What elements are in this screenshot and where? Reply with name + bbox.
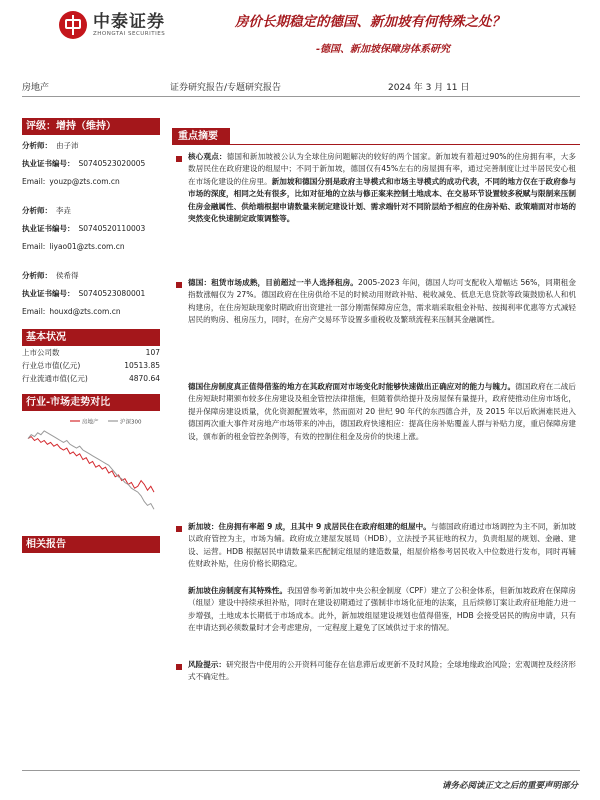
paragraph-lead: 德国：租赁市场成熟，目前超过一半人选择租房。 xyxy=(188,278,359,287)
paragraph-text: 2005-2023 年间，德国人均可支配收入增幅达 56%，同期租金指数涨幅仅为 27%。德国政府在住房供给不足的时候动用财政补贴、税收减免、低息无息贷款等政策鼓励私人和机构建房，在住房短缺现象时期政府出资建社一部分刚需保障房应急，需求端采取租金补贴、按揭利率优惠等方式减轻居民的购房、租房压力，同时，在房产交易环节设置多重税收及繁琐流程来压制其金融属性。 xyxy=(188,278,576,325)
license-label: 执业证书编号： xyxy=(22,224,75,233)
header-divider xyxy=(22,96,580,97)
bullet-icon xyxy=(176,282,182,288)
analyst-block xyxy=(22,202,162,256)
chart-legend xyxy=(70,418,142,426)
bullet-icon xyxy=(176,156,182,162)
analyst-name-label: 分析师： xyxy=(22,271,52,280)
paragraph-lead: 新加坡：住房拥有率超 9 成，且其中 9 成居民住在政府组建的组屋中。 xyxy=(188,522,431,531)
basic-status-table xyxy=(22,346,160,385)
zhongtai-logo-icon xyxy=(58,10,88,40)
report-info-row xyxy=(0,80,600,96)
bullet-icon xyxy=(176,664,182,670)
rating-banner: 评级：增持（维持） xyxy=(22,118,160,135)
license-number: S0740523080001 xyxy=(78,289,146,298)
analyst-name: 李垚 xyxy=(56,206,71,215)
paragraph-lead: 核心观点： xyxy=(188,152,227,161)
basic-row-value: 4870.64 xyxy=(128,374,160,383)
trend-banner: 行业-市场走势对比 xyxy=(22,394,160,411)
risk-warning-paragraph xyxy=(188,659,576,684)
report-type-label: 证券研究报告/专题研究报告 xyxy=(170,83,282,93)
footer-divider xyxy=(22,770,580,771)
analyst-block xyxy=(22,137,162,191)
paragraph-text: 德国政府在二战后住房短缺时期颁布较多住房建设及租金管控法律措施，但随着供给提升及房屋保有量提升，政府使推动住房市场化，提升保障房建设质量，优化资源配置效率，然而面对 20 世纪 90 年代的东西德合并，及 2015 年以后欧洲难民进入德国两次重大事件对房地产市场带来的冲击，德国政府快速相应：提高住房补贴覆盖人群与补贴力度，重启保障房建设，颁布新的租金管控条例等，有效的控制住租金及房价的快速上涨。 xyxy=(188,382,577,441)
analyst-email[interactable]: youzp@zts.com.cn xyxy=(49,177,120,186)
focus-summary-title: 重点摘要 xyxy=(172,128,230,145)
paragraph-text: 研究报告中使用的公开资料可能存在信息滞后或更新不及时风险；全球地缘政治风险；宏观调控及经济形式不确定性。 xyxy=(188,660,577,682)
industry-market-trend-chart xyxy=(22,413,160,520)
report-subtitle: -德国、新加坡保障房体系研究 xyxy=(315,44,450,55)
paragraph-lead: 新加坡住房制度有其特殊性。 xyxy=(188,586,288,595)
email-label: Email: xyxy=(22,307,46,316)
paragraph-lead: 德国住房制度真正值得借鉴的地方在其政府面对市场变化时能够快速做出正确应对的能力与魄力。 xyxy=(188,382,516,391)
related-reports-banner: 相关报告 xyxy=(22,536,160,553)
basic-row-value: 10513.85 xyxy=(124,361,160,370)
basic-status-banner: 基本状况 xyxy=(22,329,160,346)
report-date: 2024 年 3 月 11 日 xyxy=(388,83,470,93)
email-label: Email: xyxy=(22,242,46,251)
germany-rental-paragraph xyxy=(188,277,576,327)
basic-row xyxy=(22,372,160,385)
paragraph-text: 与德国政府通过市场调控为主不同，新加坡以政府管控为主，市场为辅。政府成立建屋发展局（HDB），立法授予其征地的权力，负责组屋的规划、金融、建设、运营。HDB 根据居民申请数量来匹配制定组屋的建造数量，组屋价格参考居民收入中位数进行发布，同时再辅佐财政补贴，住房价格长期稳定。 xyxy=(188,522,577,569)
singapore-ownership-paragraph xyxy=(188,521,576,571)
focus-summary-rule xyxy=(172,144,580,145)
legend-label-realestate: 房地产 xyxy=(82,419,99,426)
disclaimer-note: 请务必阅读正文之后的重要声明部分 xyxy=(441,781,578,791)
paragraph-bold-tail: 新加坡和德国分别是政府主导模式和市场主导模式的成功代表，不同的地方仅在于政府参与市场的深度，相同之处有很多，比如对征地的立法与修正案来控制土地成本、在交易环节设置较多税赋与限制来压制住房金融属性、供给端根据申请数量来制定建设计划、需求端针对不同阶层给予相应的住房补贴、政策端面对市场的突然变化快速制定政策调整等。 xyxy=(188,176,577,224)
chart-series-group xyxy=(28,431,154,509)
series-line-csi300 xyxy=(28,431,154,509)
germany-policy-paragraph xyxy=(188,381,576,443)
analyst-name: 侯希得 xyxy=(56,271,79,280)
analyst-block xyxy=(22,267,162,321)
license-number: S0740523020005 xyxy=(78,159,146,168)
logo-english-name: ZHONGTAI SECURITIES xyxy=(93,31,166,37)
basic-row-label: 行业流通市值(亿元) xyxy=(22,374,88,383)
report-title: 房价长期稳定的德国、新加坡有何特殊之处？ xyxy=(235,14,505,30)
license-label: 执业证书编号： xyxy=(22,159,75,168)
series-line-realestate xyxy=(28,437,154,493)
core-view-paragraph xyxy=(188,151,576,225)
basic-row-value: 107 xyxy=(145,348,160,357)
bullet-icon xyxy=(176,526,182,532)
paragraph-text: 德国和新加坡被公认为全球住房问题解决的较好的两个国家。新加坡有着超过90%的住房拥有率，大多数居民住在政府建设的组屋中；不同于新加坡，德国仅有45%左右的房屋拥有率，通过完善制度让过半居民安心租在市场化建设的住房里。 xyxy=(188,152,577,186)
email-label: Email: xyxy=(22,177,46,186)
basic-row xyxy=(22,359,160,372)
paragraph-text: 我国曾参考新加坡中央公积金制度（CPF）建立了公积金体系，但新加坡政府在保障房（组屋）建设中持续承担补贴，同时在建设初期通过了强制非市场化征地的法案，且后续修订案让政府征地能力进一步增强，土地成本长期低于市场成本。此外，新加坡组屋建设规划也值得借鉴，HDB 会接受居民的购房申请，只有在申请达到必须数量时才会考虑建房，一定程度上避免了区域供过于求的情况。 xyxy=(188,586,577,633)
license-number: S0740520110003 xyxy=(78,224,146,233)
industry-label: 房地产 xyxy=(22,83,50,93)
legend-label-csi300: 沪深300 xyxy=(120,419,142,426)
analyst-name-label: 分析师： xyxy=(22,141,52,150)
basic-row-label: 上市公司数 xyxy=(22,348,60,357)
analyst-name: 由子沛 xyxy=(56,141,79,150)
company-logo xyxy=(58,10,165,40)
paragraph-lead: 风险提示： xyxy=(188,660,227,669)
logo-chinese-name: 中泰证券 xyxy=(93,12,165,32)
basic-row xyxy=(22,346,160,359)
singapore-special-paragraph xyxy=(188,585,576,635)
analyst-name-label: 分析师： xyxy=(22,206,52,215)
license-label: 执业证书编号： xyxy=(22,289,75,298)
analyst-email[interactable]: houxd@zts.com.cn xyxy=(49,307,121,316)
basic-row-label: 行业总市值(亿元) xyxy=(22,361,81,370)
focus-summary-header xyxy=(172,128,580,145)
analyst-email[interactable]: liyao01@zts.com.cn xyxy=(49,242,125,251)
